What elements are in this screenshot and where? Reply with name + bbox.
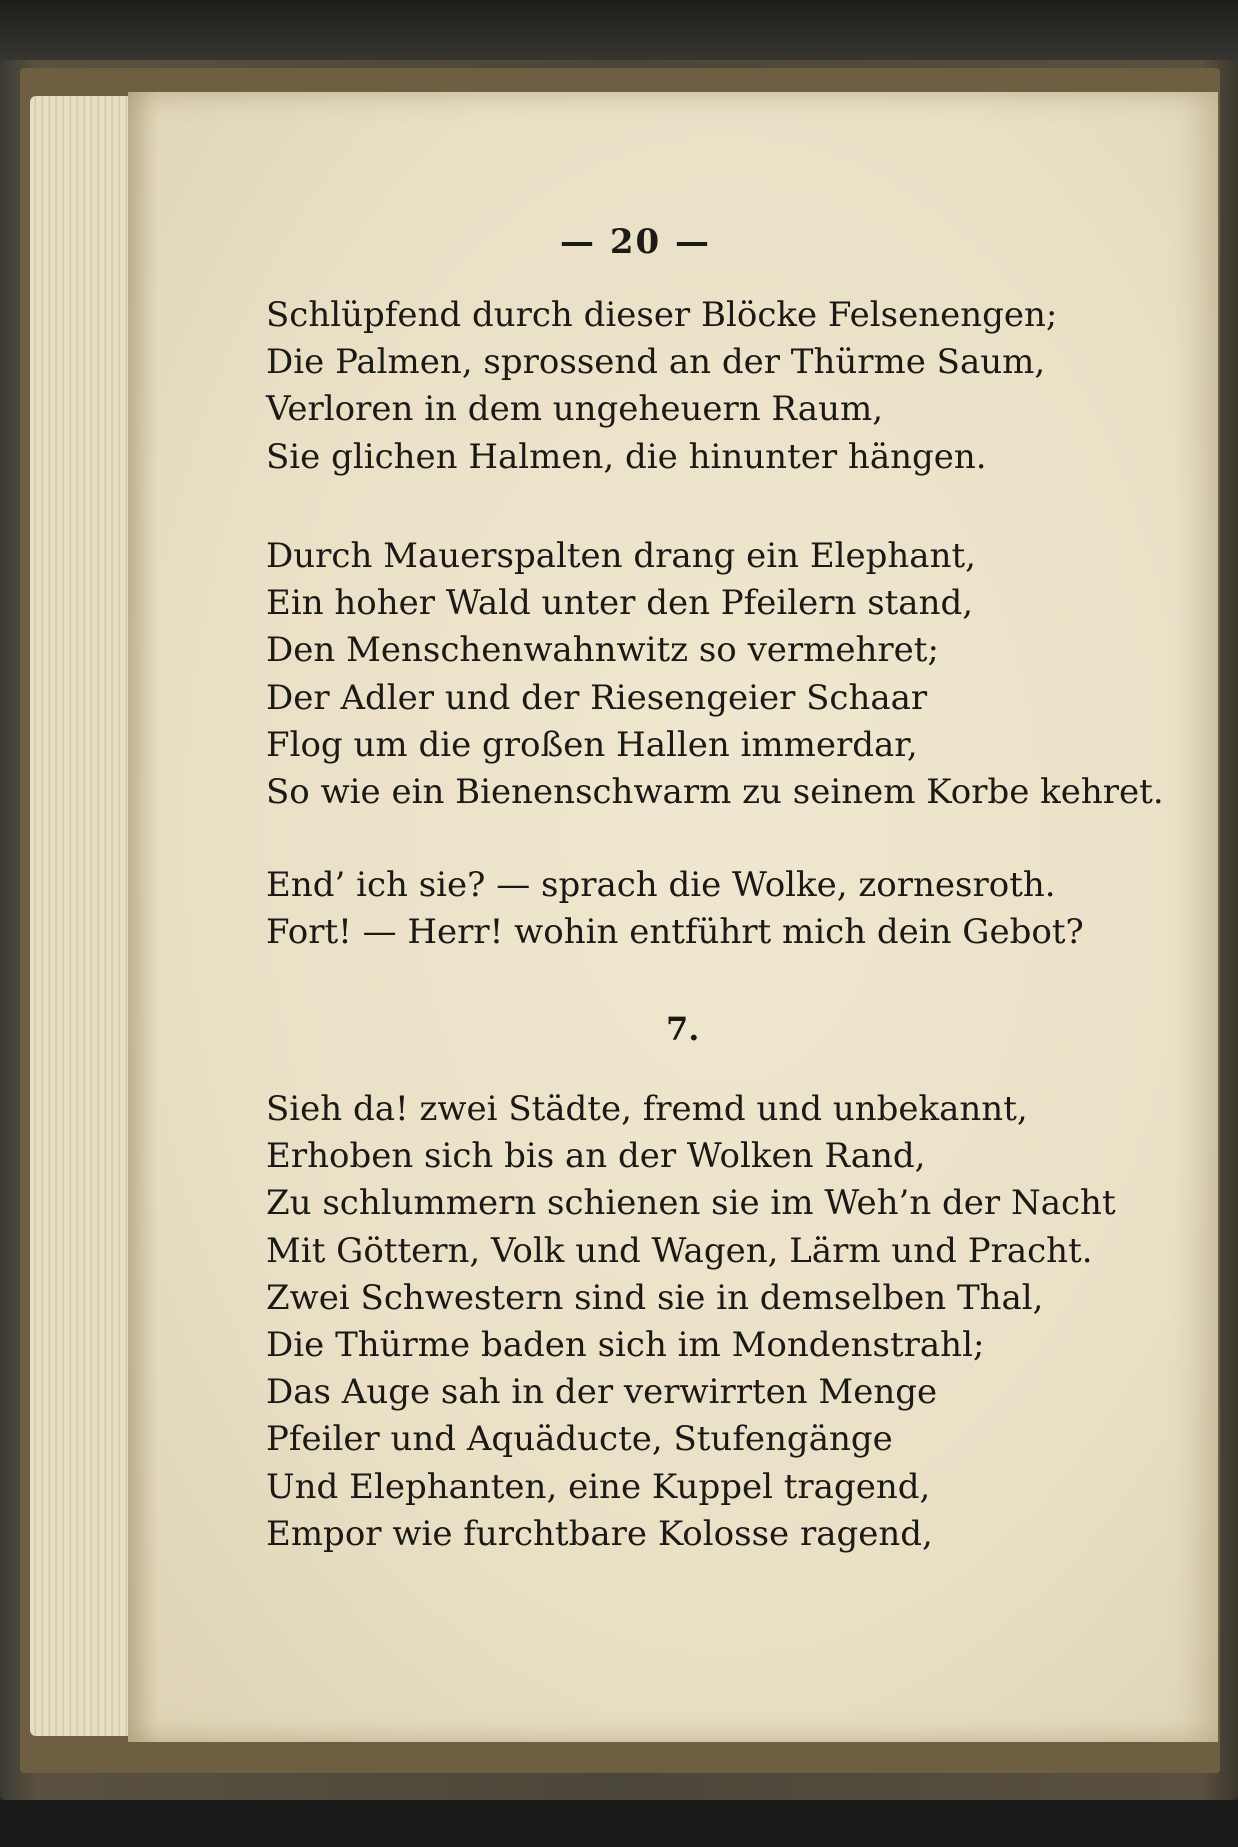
page-number: — 20 — [560,222,711,262]
verse-line: Das Auge sah in der verwirrten Menge [266,1372,938,1413]
verse-line: Empor wie furchtbare Kolosse ragend, [266,1513,933,1554]
verse-line: Flog um die großen Hallen immerdar, [266,724,918,765]
verse-line: Zu schlummern schienen sie im Weh’n der Nacht [266,1183,1116,1224]
verse-line: Pfeiler und Aquäducte, Stufengänge [266,1419,893,1460]
section-number: 7. [666,1010,700,1048]
verse-line: Verloren in dem ungeheuern Raum, [266,389,884,430]
verse-line: Erhoben sich bis an der Wolken Rand, [266,1136,926,1177]
stanza-3 [266,862,1166,956]
verse-line: Den Menschenwahnwitz so vermehret; [266,630,939,671]
verse-line: Sie glichen Halmen, die hinunter hängen. [266,436,987,477]
stanza-2 [266,533,1166,816]
verse-line: Mit Göttern, Volk und Wagen, Lärm und Pracht. [266,1230,1093,1271]
stanza-section-7 [266,1086,1166,1558]
verse-line: Schlüpfend durch dieser Blöcke Felsenengen; [266,295,1058,335]
verse-line: Und Elephanten, eine Kuppel tragend, [266,1466,931,1507]
verse-line: Fort! — Herr! wohin entführt mich dein Gebot? [266,912,1084,953]
verse-line: Die Thürme baden sich im Mondenstrahl; [266,1325,985,1366]
gutter-shadow [128,92,158,1742]
stanza-1 [266,292,1166,481]
background-bottom [0,1800,1238,1847]
verse-line: Ein hoher Wald unter den Pfeilern stand, [266,583,974,624]
verse-line: So wie ein Bienenschwarm zu seinem Korbe kehret. [266,772,1164,813]
verse-line: Die Palmen, sprossend an der Thürme Saum, [266,342,1046,383]
verse-line: End’ ich sie? — sprach die Wolke, zornesroth. [266,865,1056,905]
verse-line: Der Adler und der Riesengeier Schaar [266,677,928,718]
verse-line: Zwei Schwestern sind sie in demselben Thal, [266,1277,1044,1318]
verse-line: Sieh da! zwei Städte, fremd und unbekannt, [266,1089,1028,1129]
verse-line: Durch Mauerspalten drang ein Elephant, [266,536,976,576]
